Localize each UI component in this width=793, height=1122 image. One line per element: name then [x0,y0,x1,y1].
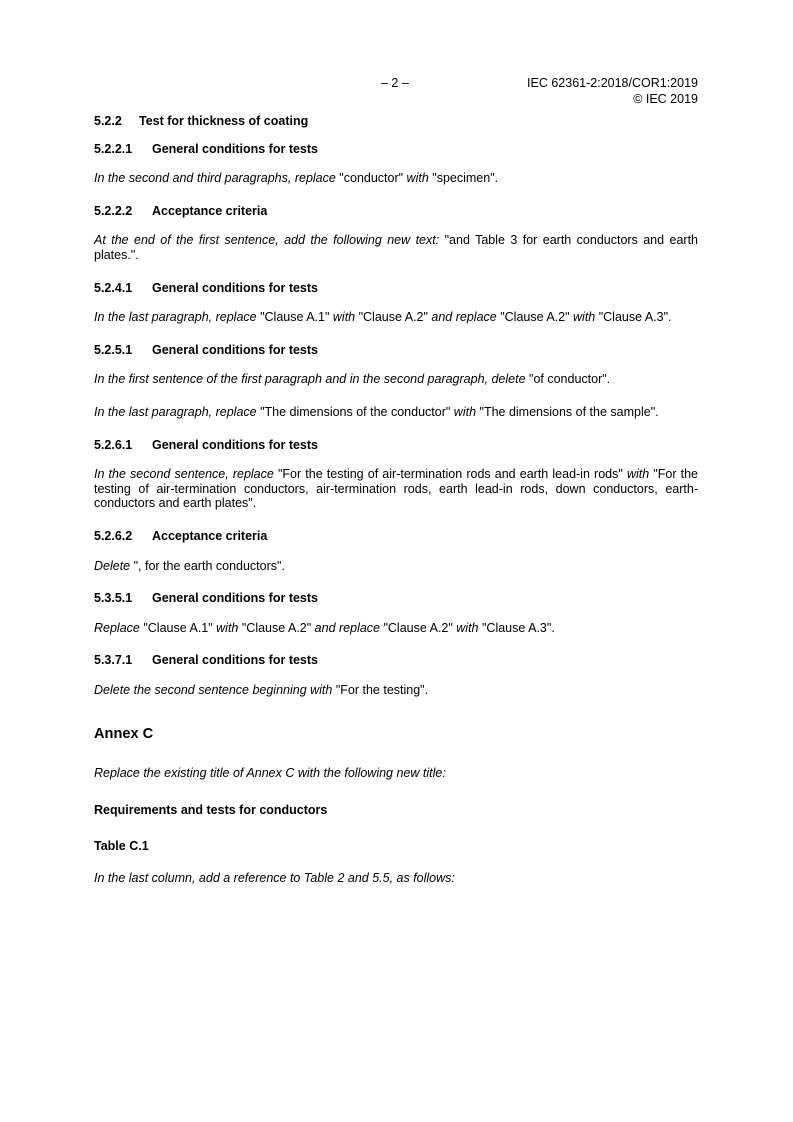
document-reference [527,75,698,107]
table-reference: Table C.1 [94,839,149,854]
page-number: – 2 – [381,76,409,90]
section-heading-5-2-6-2: 5.2.6.2 Acceptance criteria [94,528,268,543]
section-heading-5-3-7-1: 5.3.7.1 General conditions for tests [94,653,319,668]
standard-reference: IEC 62361-2:2018/COR1:2019 [527,76,698,90]
section-heading-5-2-2-1: 5.2.2.1 General conditions for tests [94,141,319,156]
copyright-notice: © IEC 2019 [633,92,698,106]
amendment-paragraph: In the second sentence, replace "For the testing of air-termination rods and earth lead-in rods" with "For the testing of air-termination conductors, air-termination rods, earth lead-in rods, down conductors, earth-conductors and earth plates". [94,467,698,511]
section-heading-5-2-5-1: 5.2.5.1 General conditions for tests [94,342,319,357]
section-heading-5-2-2: 5.2.2 Test for thickness of coating [94,114,309,128]
annex-heading: Annex C [94,726,154,743]
amendment-paragraph: In the first sentence of the first paragraph and in the second paragraph, delete "of conductor". [94,372,611,387]
amendment-paragraph: In the second and third paragraphs, replace "conductor" with "specimen". [94,171,499,186]
amendment-paragraph: In the last paragraph, replace "The dimensions of the conductor" with "The dimensions of the sample". [94,404,659,419]
amendment-paragraph: In the last paragraph, replace "Clause A.1" with "Clause A.2" and replace "Clause A.2" with "Clause A.3". [94,310,672,325]
section-heading-5-2-4-1: 5.2.4.1 General conditions for tests [94,280,319,295]
amendment-paragraph: At the end of the first sentence, add the following new text: "and Table 3 for earth conductors and earth plates.". [94,233,698,262]
section-heading-5-2-6-1: 5.2.6.1 General conditions for tests [94,437,319,452]
annex-instruction: Replace the existing title of Annex C with the following new title: [94,766,446,781]
document-body [94,114,698,903]
amendment-paragraph: Replace "Clause A.1" with "Clause A.2" and replace "Clause A.2" with "Clause A.3". [94,620,555,635]
amendment-paragraph: Delete ", for the earth conductors". [94,558,285,573]
section-heading-5-2-2-2: 5.2.2.2 Acceptance criteria [94,203,268,218]
amendment-paragraph: Delete the second sentence beginning with "For the testing". [94,682,429,697]
table-instruction: In the last column, add a reference to Table 2 and 5.5, as follows: [94,870,455,885]
annex-new-title: Requirements and tests for conductors [94,802,328,817]
section-heading-5-3-5-1: 5.3.5.1 General conditions for tests [94,591,319,606]
